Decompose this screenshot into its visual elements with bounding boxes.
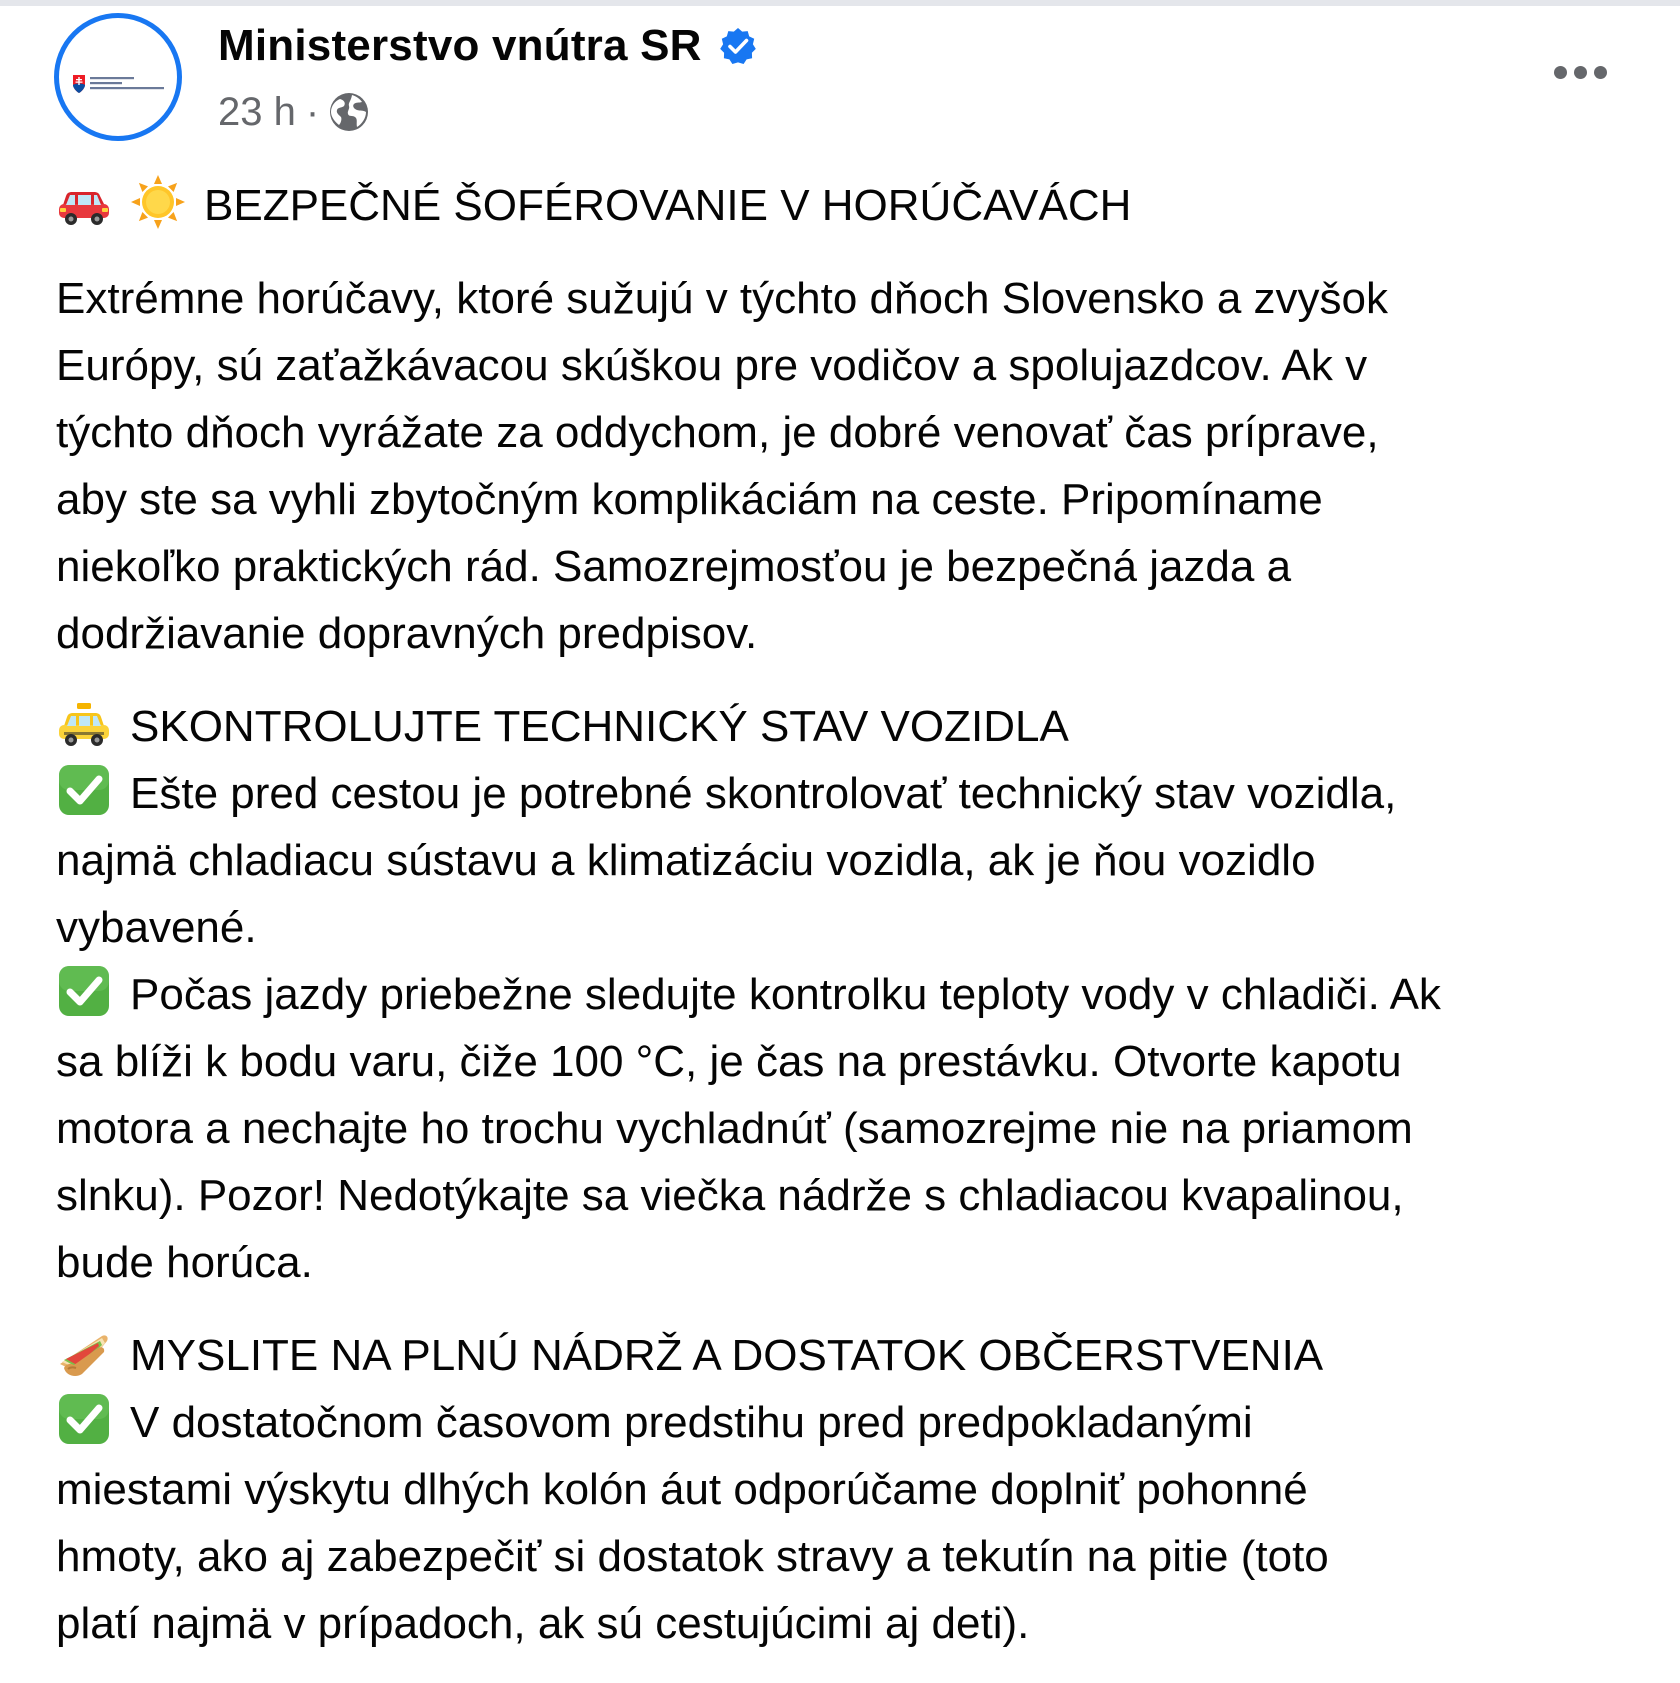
- text-line: [56, 827, 1652, 894]
- line-text: Extrémne horúčavy, ktoré sužujú v týchto dňoch Slovensko a zvyšok: [56, 274, 1389, 323]
- text-line: [56, 600, 1652, 667]
- top-divider: [0, 0, 1680, 6]
- line-text: bude horúca.: [56, 1238, 313, 1287]
- more-options-icon: [1594, 66, 1607, 79]
- ministry-logo-icon: [71, 72, 175, 96]
- post-timestamp[interactable]: 23 h: [218, 89, 296, 134]
- text-line: [56, 1523, 1652, 1590]
- sun-emoji: [130, 174, 186, 230]
- post-paragraph: [56, 1322, 1652, 1657]
- text-line: [56, 1456, 1652, 1523]
- line-text: dodržiavanie dopravných predpisov.: [56, 609, 758, 658]
- text-line: [56, 466, 1652, 533]
- page-name-link[interactable]: Ministerstvo vnútra SR: [218, 21, 702, 70]
- text-line: [56, 172, 1652, 239]
- text-line: [56, 533, 1652, 600]
- sandwich-emoji: [56, 1324, 112, 1380]
- text-line: [56, 1229, 1652, 1296]
- text-line: [56, 265, 1652, 332]
- post-text: [56, 172, 1652, 1683]
- globe-icon[interactable]: [327, 90, 371, 134]
- text-line: [56, 332, 1652, 399]
- meta-separator: ·: [305, 89, 320, 134]
- line-text: Počas jazdy priebežne sledujte kontrolku teploty vody v chladiči. Ak: [130, 970, 1441, 1019]
- line-text: slnku). Pozor! Nedotýkajte sa viečka nádrže s chladiacou kvapalinou,: [56, 1171, 1404, 1220]
- line-text: Ešte pred cestou je potrebné skontrolovať technický stav vozidla,: [130, 769, 1397, 818]
- line-text: aby ste sa vyhli zbytočným komplikáciám na ceste. Pripomíname: [56, 475, 1323, 524]
- page-avatar[interactable]: [54, 13, 182, 141]
- line-text: najmä chladiacu sústavu a klimatizáciu vozidla, ak je ňou vozidlo: [56, 836, 1316, 885]
- line-text: niekoľko praktických rád. Samozrejmosťou je bezpečná jazda a: [56, 542, 1292, 591]
- line-text: týchto dňoch vyrážate za oddychom, je dobré venovať čas príprave,: [56, 408, 1379, 457]
- line-text: SKONTROLUJTE TECHNICKÝ STAV VOZIDLA: [130, 702, 1069, 751]
- check-mark-emoji: [56, 1391, 112, 1447]
- check-mark-emoji: [56, 963, 112, 1019]
- post-paragraph: [56, 265, 1652, 667]
- post-paragraph: [56, 693, 1652, 1296]
- more-options-icon: [1574, 66, 1587, 79]
- line-text: platí najmä v prípadoch, ak sú cestujúcimi aj deti).: [56, 1599, 1030, 1648]
- text-line: [56, 961, 1652, 1028]
- post-paragraph: [56, 172, 1652, 239]
- check-mark-emoji: [56, 762, 112, 818]
- line-text: motora a nechajte ho trochu vychladnúť (samozrejme nie na priamom: [56, 1104, 1413, 1153]
- line-text: vybavené.: [56, 903, 257, 952]
- post-header: [218, 16, 758, 76]
- text-line: [56, 1095, 1652, 1162]
- text-line: [56, 1389, 1652, 1456]
- line-text: hmoty, ako aj zabezpečiť si dostatok stravy a tekutín na pitie (toto: [56, 1532, 1329, 1581]
- line-text: BEZPEČNÉ ŠOFÉROVANIE V HORÚČAVÁCH: [204, 181, 1132, 230]
- text-line: [56, 894, 1652, 961]
- taxi-emoji: [56, 695, 112, 751]
- text-line: [56, 693, 1652, 760]
- line-text: V dostatočnom časovom predstihu pred predpokladanými: [130, 1398, 1253, 1447]
- text-line: [56, 1162, 1652, 1229]
- text-line: [56, 760, 1652, 827]
- line-text: Európy, sú zaťažkávacou skúškou pre vodičov a spolujazdcov. Ak v: [56, 341, 1368, 390]
- line-text: sa blíži k bodu varu, čiže 100 °C, je čas na prestávku. Otvorte kapotu: [56, 1037, 1402, 1086]
- text-line: [56, 1028, 1652, 1095]
- post-meta: [218, 84, 371, 140]
- more-options-button[interactable]: [1530, 50, 1630, 94]
- line-text: miestami výskytu dlhých kolón áut odporúčame doplniť pohonné: [56, 1465, 1308, 1514]
- text-line: [56, 399, 1652, 466]
- car-emoji: [56, 174, 112, 230]
- text-line: [56, 1590, 1652, 1657]
- text-line: [56, 1322, 1652, 1389]
- more-options-icon: [1554, 66, 1567, 79]
- line-text: MYSLITE NA PLNÚ NÁDRŽ A DOSTATOK OBČERSTVENIA: [130, 1331, 1324, 1380]
- verified-badge-icon: [718, 26, 758, 66]
